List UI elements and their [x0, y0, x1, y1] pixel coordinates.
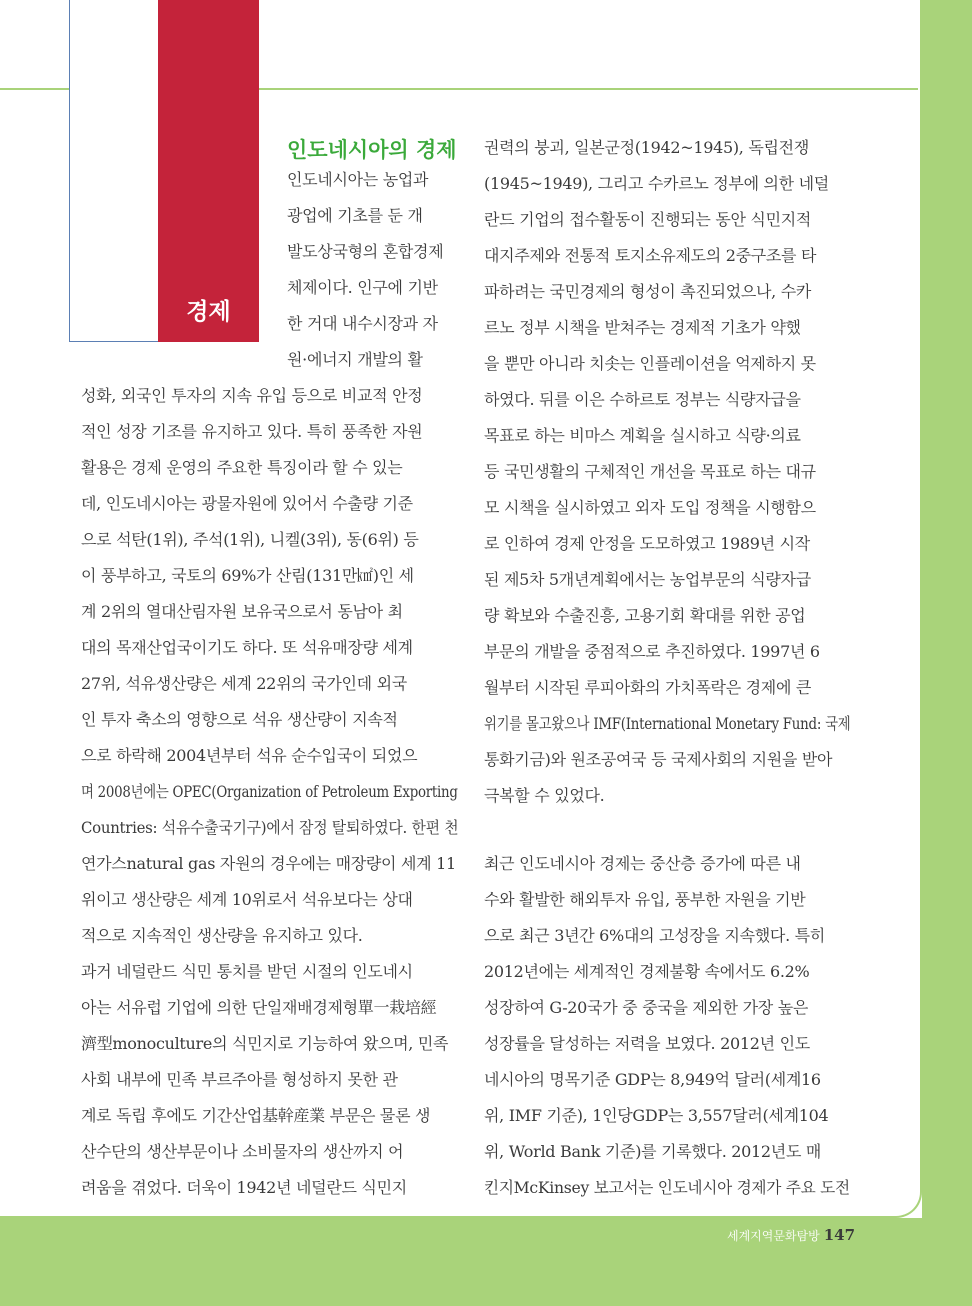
text-line: 통화기금)와 원조공여국 등 국제사회의 지원을 받아	[484, 750, 833, 769]
text-line: 위기를 몰고왔으나 IMF(International Monetary Fund: 국제	[484, 714, 851, 733]
text-line: 성장률을 달성하는 저력을 보였다. 2012년 인도	[484, 1034, 810, 1053]
text-line: 모 시책을 실시하였고 외자 도입 정책을 시행함으	[484, 498, 816, 517]
text-line: 광업에 기초를 둔 개	[287, 206, 423, 225]
text-line: 발도상국형의 혼합경제	[287, 242, 444, 261]
text-line: 으로 하락해 2004년부터 석유 순수입국이 되었으	[81, 746, 418, 765]
text-line: 권력의 붕괴, 일본군정(1942~1945), 독립전쟁	[484, 138, 809, 157]
text-line: 부문의 개발을 중점적으로 추진하였다. 1997년 6	[484, 642, 820, 661]
text-line: 로 인하여 경제 안정을 도모하였고 1989년 시작	[484, 534, 810, 553]
text-line: 성장하여 G-20국가 중 중국을 제외한 가장 높은	[484, 998, 809, 1017]
text-line: 월부터 시작된 루피아화의 가치폭락은 경제에 큰	[484, 678, 812, 697]
section-red-bar	[158, 0, 259, 342]
text-line: 된 제5차 5개년계획에서는 농업부문의 식량자급	[484, 570, 811, 589]
text-line: 킨지McKinsey 보고서는 인도네시아 경제가 주요 도전	[484, 1178, 850, 1197]
text-line: 사회 내부에 민족 부르주아를 형성하지 못한 관	[81, 1070, 398, 1089]
text-line: 27위, 석유생산량은 세계 22위의 국가인데 외국	[81, 674, 407, 693]
text-line: 대의 목재산업국이기도 하다. 또 석유매장량 세계	[81, 638, 413, 657]
page-footer	[727, 1225, 855, 1244]
text-line: 목표로 하는 비마스 계획을 실시하고 식량·의료	[484, 426, 801, 445]
text-line: 2012년에는 세계적인 경제불황 속에서도 6.2%	[484, 962, 810, 981]
text-line: Countries: 석유수출국기구)에서 잠정 탈퇴하였다. 한편 천	[81, 818, 459, 837]
article-heading: 인도네시아의 경제	[287, 138, 457, 162]
text-line: 인 투자 축소의 영향으로 석유 생산량이 지속적	[81, 710, 398, 729]
text-line: 량 확보와 수출진흥, 고용기회 확대를 위한 공업	[484, 606, 806, 625]
text-line: 인도네시아는 농업과	[287, 170, 429, 189]
text-line: 아는 서유럽 기업에 의한 단일재배경제형單一栽培經	[81, 998, 437, 1017]
text-line: 연가스natural gas 자원의 경우에는 매장량이 세계 11	[81, 854, 456, 873]
text-line: 최근 인도네시아 경제는 중산층 증가에 따른 내	[484, 854, 801, 873]
text-line: 수와 활발한 해외투자 유입, 풍부한 자원을 기반	[484, 890, 806, 909]
text-line: 적인 성장 기조를 유지하고 있다. 특히 풍족한 자원	[81, 422, 423, 441]
text-line: 과거 네덜란드 식민 통치를 받던 시절의 인도네시	[81, 962, 413, 981]
text-line: 으로 최근 3년간 6%대의 고성장을 지속했다. 특히	[484, 926, 825, 945]
text-line: 하였다. 뒤를 이은 수하르토 정부는 식량자급을	[484, 390, 801, 409]
text-line: 계로 독립 후에도 기간산업基幹産業 부문은 물론 생	[81, 1106, 431, 1125]
text-line: 원·에너지 개발의 활	[287, 350, 423, 369]
text-line: 활용은 경제 운영의 주요한 특징이라 할 수 있는	[81, 458, 403, 477]
text-line: 데, 인도네시아는 광물자원에 있어서 수출량 기준	[81, 494, 413, 513]
text-line: 며 2008년에는 OPEC(Organization of Petroleum Exporting	[81, 782, 458, 801]
text-line: 체제이다. 인구에 기반	[287, 278, 438, 297]
text-line: 네시아의 명목기준 GDP는 8,949억 달러(세계16	[484, 1070, 821, 1089]
footer-publication-label: 세계지역문화탐방	[727, 1229, 820, 1243]
text-line: 이 풍부하고, 국토의 69%가 산림(131만㎢)인 세	[81, 566, 414, 585]
text-line: 으로 석탄(1위), 주석(1위), 니켈(3위), 동(6위) 등	[81, 530, 419, 549]
text-line: 한 거대 내수시장과 자	[287, 314, 438, 333]
text-line: 위, IMF 기준), 1인당GDP는 3,557달러(세계104	[484, 1106, 829, 1125]
text-line: 성화, 외국인 투자의 지속 유입 등으로 비교적 안정	[81, 386, 423, 405]
text-line: 을 뿐만 아니라 치솟는 인플레이션을 억제하지 못	[484, 354, 816, 373]
page-number: 147	[823, 1226, 856, 1244]
green-side-band	[922, 0, 972, 1306]
text-line: 濟型monoculture의 식민지로 기능하여 왔으며, 민족	[81, 1034, 449, 1053]
text-line: 등 국민생활의 구체적인 개선을 목표로 하는 대규	[484, 462, 816, 481]
text-line: 파하려는 국민경제의 형성이 촉진되었으나, 수카	[484, 282, 812, 301]
text-line: 계 2위의 열대산림자원 보유국으로서 동남아 최	[81, 602, 403, 621]
text-line: 위이고 생산량은 세계 10위로서 석유보다는 상대	[81, 890, 413, 909]
text-line: (1945~1949), 그리고 수카르노 정부에 의한 네덜	[484, 174, 829, 193]
text-line: 위, World Bank 기준)를 기록했다. 2012년도 매	[484, 1142, 822, 1161]
text-line: 극복할 수 있었다.	[484, 786, 605, 805]
text-line: 려움을 겪었다. 더욱이 1942년 네덜란드 식민지	[81, 1178, 407, 1197]
section-label: 경제	[186, 299, 231, 325]
text-line: 대지주제와 전통적 토지소유제도의 2중구조를 타	[484, 246, 817, 265]
text-line: 적으로 지속적인 생산량을 유지하고 있다.	[81, 926, 363, 945]
text-line: 르노 정부 시책을 받쳐주는 경제적 기초가 약했	[484, 318, 801, 337]
text-line: 란드 기업의 접수활동이 진행되는 동안 식민지적	[484, 210, 812, 229]
text-line: 산수단의 생산부문이나 소비물자의 생산까지 어	[81, 1142, 404, 1161]
